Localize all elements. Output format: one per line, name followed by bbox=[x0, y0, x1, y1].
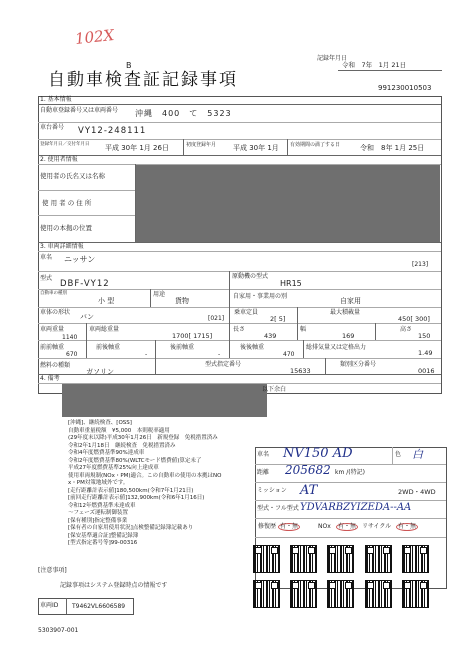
rear-front-axle-label: 後前軸重 bbox=[170, 344, 195, 351]
fuel-value: ガソリン bbox=[86, 368, 114, 376]
doc-number: 991230010503 bbox=[378, 84, 432, 92]
front-front-axle-value: 670 bbox=[66, 351, 78, 358]
grade-label: 型式・フル型式 bbox=[257, 505, 299, 512]
gross-weight-value: 1700[ 1715] bbox=[172, 332, 213, 340]
qr-code-4 bbox=[365, 545, 392, 573]
section-1-title: 1. 基本情報 bbox=[40, 96, 72, 103]
qr-code-8 bbox=[327, 580, 354, 608]
drive-type: 2WD・4WD bbox=[398, 488, 436, 496]
note-line: 令和2年1月18日 継続検査 免税措置済み bbox=[68, 442, 176, 449]
use-value: 貨物 bbox=[175, 297, 189, 305]
note-line: [走行距離計表示値]180,500km(令和7年1月21日) bbox=[68, 487, 194, 494]
qr-code-2 bbox=[290, 545, 317, 573]
user-info-redaction bbox=[136, 165, 440, 242]
color-value: 白 bbox=[412, 448, 423, 461]
note-line: ～フェーズ運転制御装置 bbox=[68, 510, 128, 516]
class-no-label: 類別区分番号 bbox=[340, 361, 377, 368]
user-address-label: 使 用 者 の 住 所 bbox=[42, 199, 92, 207]
vehicle-id-label: 車両ID bbox=[40, 602, 59, 609]
note-line: 自動車重量税額 ¥5,000 本則税率適用 bbox=[68, 427, 170, 434]
type-value: DBF-VY12 bbox=[60, 279, 110, 289]
note-line: 令和12年燃費基準未達成車 bbox=[68, 502, 136, 509]
base-location-label: 使用の本拠の位置 bbox=[40, 224, 92, 232]
car-name-value: NV150 AD bbox=[283, 446, 353, 461]
kind-label: 自動車の種別 bbox=[40, 291, 67, 296]
maker-label: 車名 bbox=[40, 254, 53, 261]
class-no-value: 0016 bbox=[418, 367, 435, 375]
qr-code-10 bbox=[402, 580, 429, 608]
first-reg-value: 平成 30年 1月 26日 bbox=[105, 144, 169, 152]
note-line: [沖縄]、継続検査、[OSS] bbox=[68, 420, 132, 426]
weight-value: 1140 bbox=[62, 334, 78, 341]
first-ym-label: 初度登録年月 bbox=[186, 142, 217, 148]
qr-code-1 bbox=[253, 545, 280, 573]
user-name-label: 使用者の氏名又は名称 bbox=[40, 172, 105, 180]
reg-number-value: 沖縄 400 て 5323 bbox=[135, 109, 232, 118]
front-front-axle-label: 前前軸重 bbox=[40, 344, 65, 351]
nox-label: NOx bbox=[318, 523, 331, 530]
section-4-title: 4. 備考 bbox=[40, 375, 60, 382]
private-value: 自家用 bbox=[340, 297, 361, 305]
first-ym-value: 平成 30年 1月 bbox=[233, 144, 279, 152]
mileage-value: 205682 bbox=[285, 463, 331, 477]
use-label: 用途 bbox=[153, 291, 166, 298]
note-line: [保有者の自家用使用状況]点検整備記録簿記載あり bbox=[68, 525, 194, 531]
height-value: 150 bbox=[418, 332, 431, 340]
maker-value: ニッサン bbox=[64, 255, 96, 264]
maker-code: [213] bbox=[412, 261, 429, 268]
color-label: 色 bbox=[395, 451, 402, 458]
note-line: [保安基準適合証]整備記録簿 bbox=[68, 532, 139, 539]
note-line: [型式指定番号等]99-00316 bbox=[68, 540, 138, 546]
body-code: [021] bbox=[208, 315, 225, 322]
gross-weight-label: 車両総重量 bbox=[89, 326, 120, 333]
page-title: 自動車検査証記録事項 bbox=[48, 70, 238, 90]
model-no-value: 15633 bbox=[290, 367, 311, 375]
vehicle-id-value: T9462VL6606589 bbox=[72, 603, 126, 610]
qr-code-3 bbox=[327, 545, 354, 573]
qr-code-6 bbox=[253, 580, 280, 608]
max-load-label: 最大積載量 bbox=[330, 309, 361, 316]
chassis-value: VY12-248111 bbox=[78, 126, 147, 136]
expiry-label: 有効期間の満了する日 bbox=[290, 142, 341, 148]
qr-code-9 bbox=[365, 580, 392, 608]
displacement-value: 1.49 bbox=[418, 349, 433, 357]
rear-front-axle-value: - bbox=[218, 351, 221, 358]
note-line: 令和4年度燃費基準90%達成車 bbox=[68, 450, 145, 456]
displacement-label: 総排気量又は定格出力 bbox=[306, 344, 367, 351]
expiry-value: 令和 8年 1月 25日 bbox=[360, 144, 425, 152]
transmission-value: AT bbox=[300, 483, 318, 498]
note-line: 平成27年度燃費基準25%向上達成車 bbox=[68, 465, 159, 471]
type-label: 型式 bbox=[40, 275, 53, 282]
engine-label: 原動機の型式 bbox=[232, 273, 269, 280]
car-name-label: 車名 bbox=[257, 451, 270, 458]
front-rear-axle-value: - bbox=[145, 351, 148, 358]
reg-number-label: 自動車登録番号又は車両番号 bbox=[40, 107, 119, 114]
footer-code: 5303907-001 bbox=[38, 627, 79, 634]
qr-code-7 bbox=[290, 580, 317, 608]
note-line: [保有種別]指定整備事業 bbox=[68, 517, 128, 524]
front-rear-axle-label: 前後軸重 bbox=[96, 344, 121, 351]
note-line: 令和2年度燃費基準80%(WLTCモード燃費値)算定未了 bbox=[68, 457, 202, 464]
note-line: 使用車両規制(NOx・PM)適合。この自動車の使用の本拠はNO bbox=[68, 472, 222, 479]
first-reg-label: 登録年月日／交付年月日 bbox=[40, 142, 90, 147]
recycle-label: リサイクル bbox=[362, 523, 392, 530]
note-line: [前回走行距離計表示値]132,900km(令和6年1月16日) bbox=[68, 495, 205, 501]
body-value: バン bbox=[80, 313, 94, 321]
width-label: 幅 bbox=[300, 326, 307, 333]
section-3-title: 3. 車両詳細情報 bbox=[40, 243, 84, 250]
notes-redaction bbox=[62, 384, 267, 417]
rear-rear-axle-label: 後後軸重 bbox=[240, 344, 265, 351]
private-label: 自家用・事業用の別 bbox=[233, 293, 288, 300]
mileage-unit: km /(特記) bbox=[335, 469, 365, 476]
chassis-label: 車台番号 bbox=[40, 124, 65, 131]
qr-code-5 bbox=[402, 545, 429, 573]
capacity-value: 2[ 5] bbox=[270, 315, 286, 323]
nox-value: 有・無 bbox=[338, 523, 357, 530]
record-date: 令和 7年 1月 21日 bbox=[342, 61, 407, 69]
body-label: 車体の形状 bbox=[40, 309, 71, 316]
capacity-label: 乗車定員 bbox=[234, 309, 259, 316]
length-label: 長さ bbox=[233, 326, 246, 333]
caution-title: [注意事項] bbox=[38, 567, 67, 574]
rear-rear-axle-value: 470 bbox=[283, 351, 295, 358]
fuel-label: 燃料の種類 bbox=[40, 362, 71, 369]
note-line: (29年度末以降)平成30年1月26日 新規登録 免税措置済み bbox=[68, 435, 218, 441]
engine-value: HR15 bbox=[280, 279, 302, 288]
transmission-label: ミッション bbox=[257, 487, 287, 494]
record-date-label: 記録年月日 bbox=[317, 55, 348, 62]
weight-label: 車両重量 bbox=[40, 326, 65, 333]
recycle-value: 有・無 bbox=[398, 523, 417, 530]
notes-list bbox=[68, 420, 264, 548]
grade-value: YDVARBZYIZEDA--AA bbox=[300, 502, 412, 513]
mileage-label: 距離 bbox=[257, 469, 270, 476]
width-value: 169 bbox=[342, 332, 355, 340]
section-2-title: 2. 使用者情報 bbox=[40, 156, 78, 163]
letter-b: B bbox=[126, 61, 132, 70]
note-line: x・PM対策地域外です。 bbox=[68, 480, 129, 486]
repair-label: 修復歴 bbox=[258, 523, 277, 530]
handwritten-mark: 102X bbox=[74, 25, 116, 49]
max-load-value: 450[ 300] bbox=[398, 315, 430, 323]
caution-text: 記録事項はシステム登録時点の情報です bbox=[60, 582, 168, 589]
notes-continuation: 以下余白 bbox=[262, 386, 287, 393]
repair-value: 有・無 bbox=[280, 523, 299, 530]
kind-value: 小 型 bbox=[98, 297, 115, 305]
model-no-label: 型式指定番号 bbox=[205, 361, 242, 368]
length-value: 439 bbox=[264, 332, 277, 340]
height-label: 高さ bbox=[400, 326, 413, 333]
